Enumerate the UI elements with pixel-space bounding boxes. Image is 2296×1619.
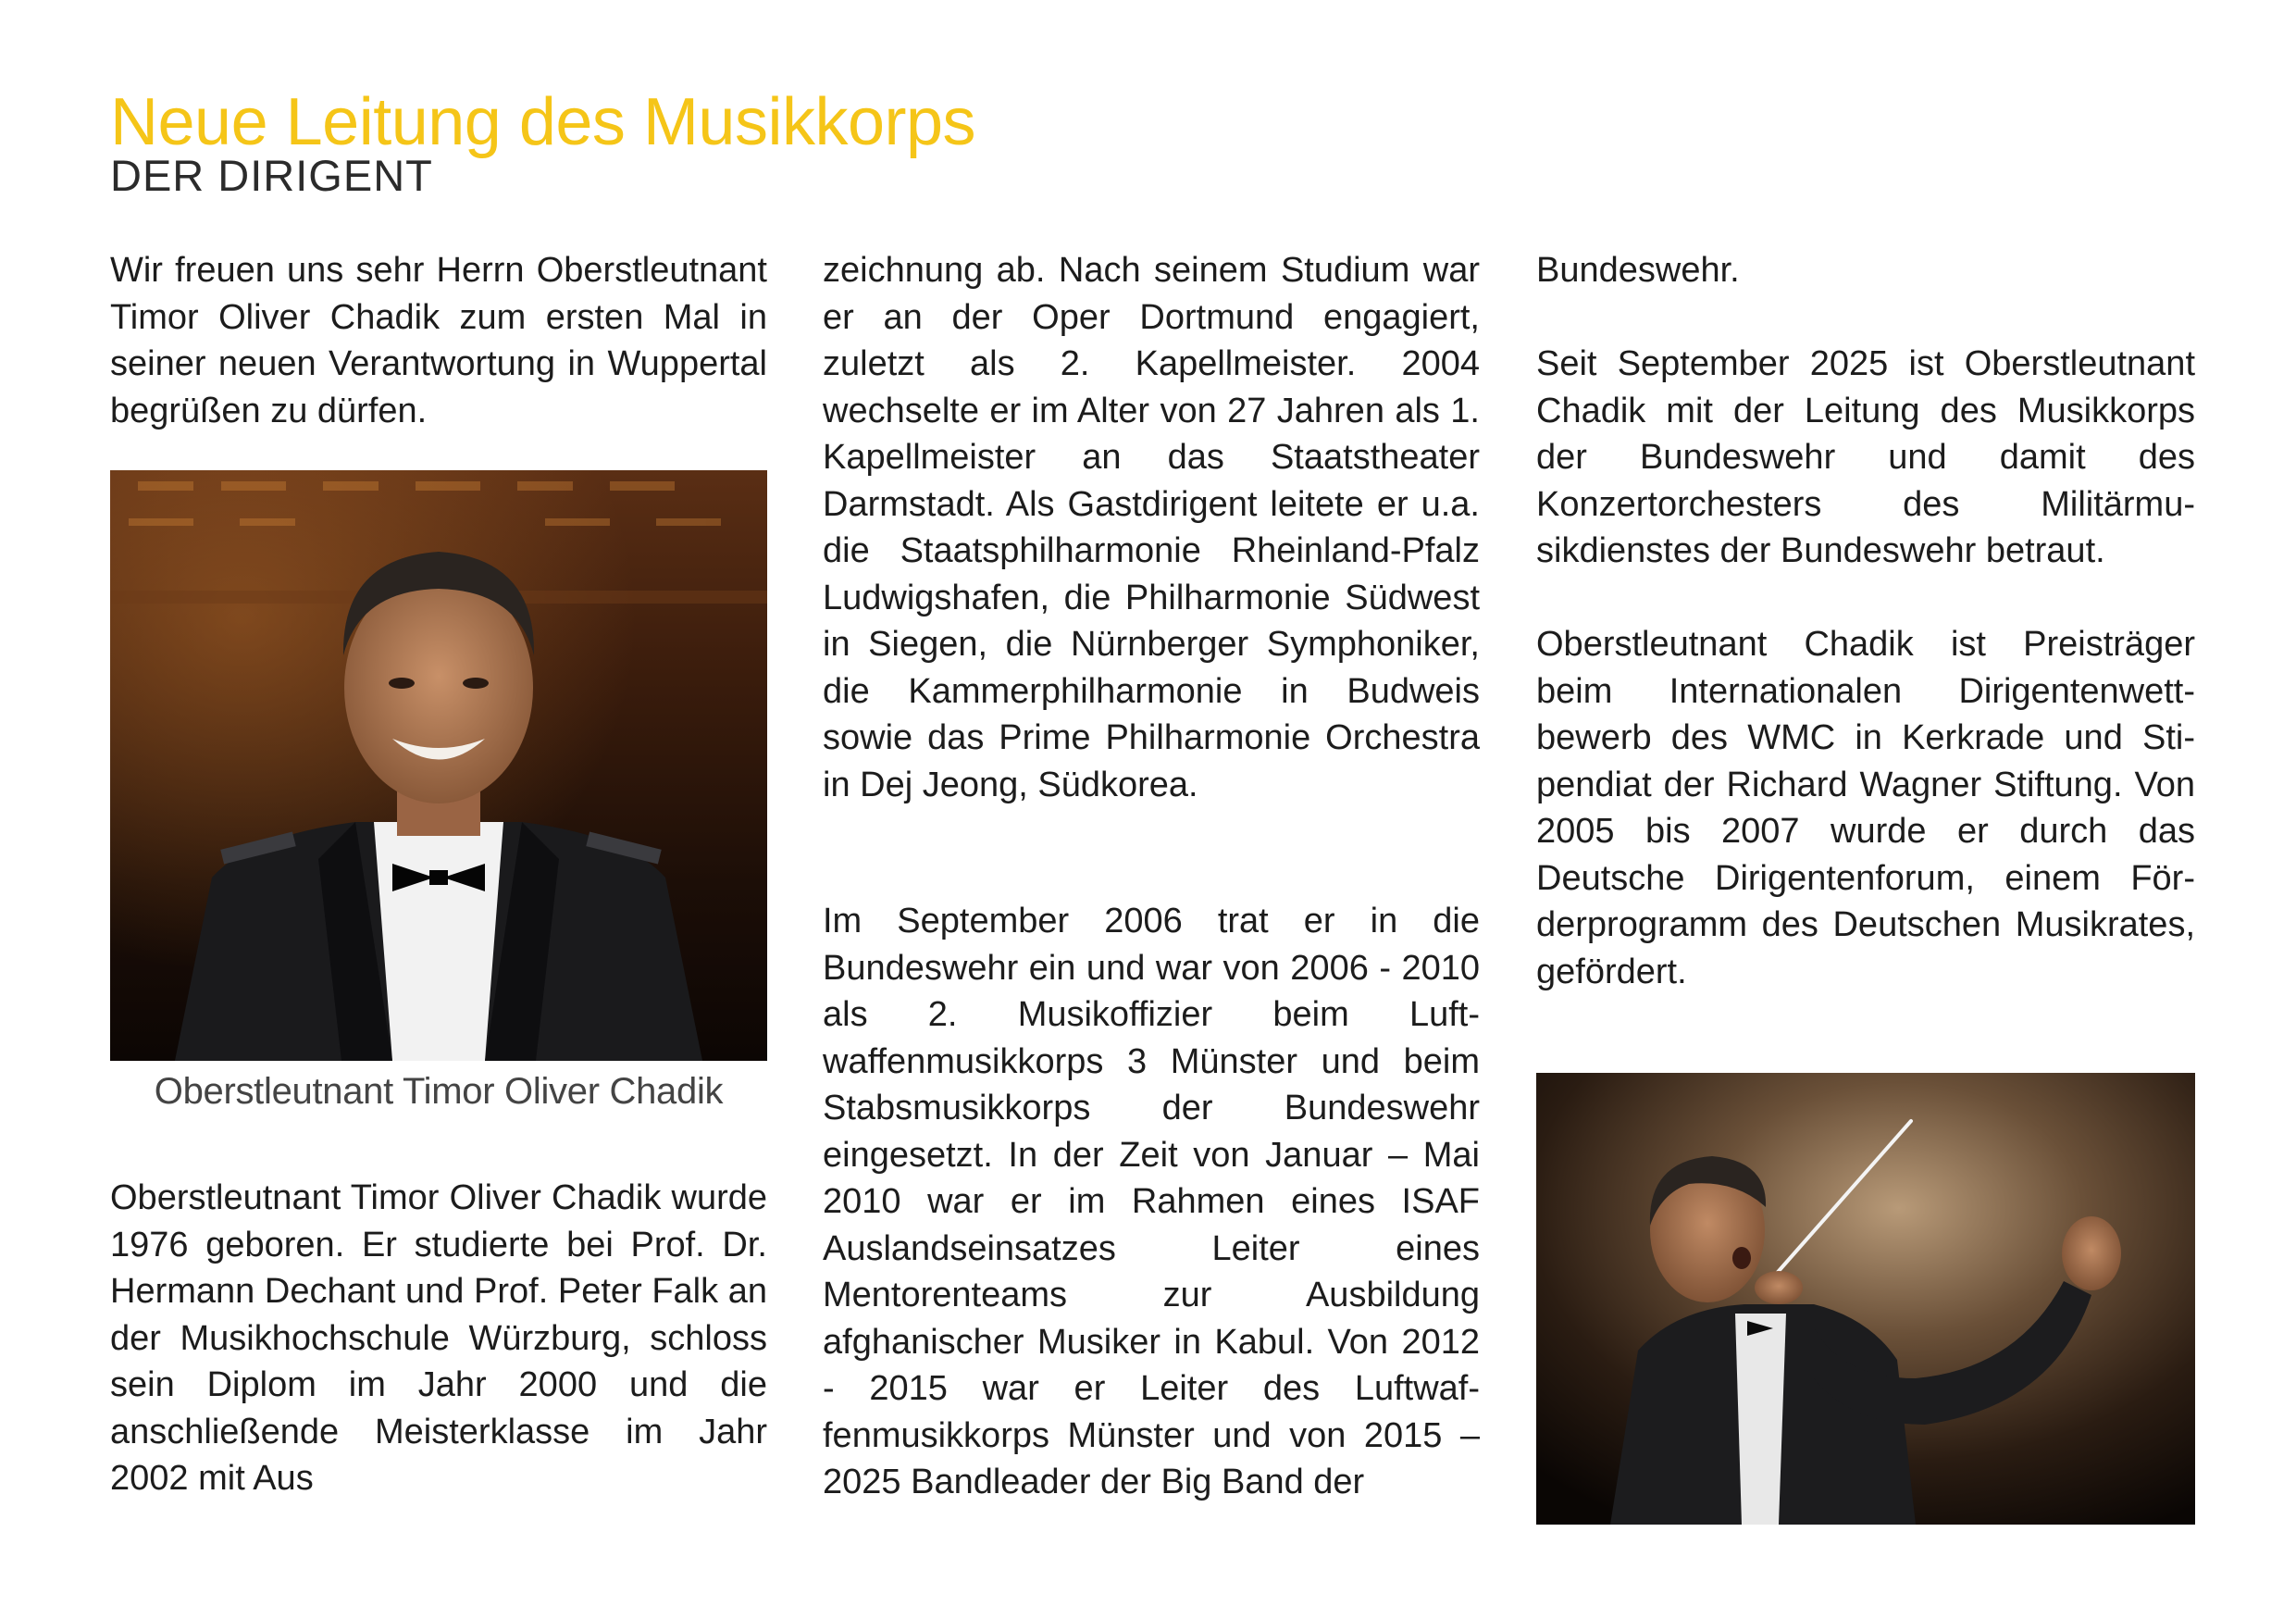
portrait-photo: [110, 470, 767, 1061]
portrait-illustration: [110, 470, 767, 1061]
conducting-illustration: [1536, 1073, 2195, 1525]
appointment-paragraph: Seit September 2025 ist Oberstleutnant Chadik mit der Leitung des Musikkorps der Bundeswehr und damit des Konzertorchesters des Militärmusikdienstes der Bundeswehr betraut.: [1536, 344, 2195, 570]
career-paragraph: zeichnung ab. Nach seinem Studium war er an der Oper Dortmund engagiert, zuletzt als 2. Kapellmeister. 2004 wechselte er im Alter von 27 Jahren als 1. Kapellmeister an das Staatstheater Darmstadt. Als Gastdirigent leitete er u.a. die Staatsphilharmonie Rheinland-Pfalz Ludwigshafen, die Philharmonie Südwest in Siegen, die Nürnberger Symphoniker, die Kammerphilharmonie in Budweis sowie das Prime Philharmonie Orchestra in Dej Jeong, Südkorea.: [823, 251, 1480, 804]
awards-paragraph: Oberstleutnant Chadik ist Preisträger beim Internationalen Dirigentenwettbewerb des WMC in Kerkrade und Stipendiat der Richard Wagner Stiftung. Von 2005 bis 2007 wurde er durch das Deutsche Dirigentenforum, einem Förderprogramm des Deutschen Musikrates, gefördert.: [1536, 625, 2195, 991]
continuation-line: Bundeswehr.: [1536, 251, 1740, 290]
intro-paragraph: Wir freuen uns sehr Herrn Oberstleutnant Timor Oliver Chadik zum ersten Mal in seiner neuen Verantwortung in Wuppertal begrüßen zu dürfen.: [110, 251, 767, 430]
portrait-caption: Oberstleutnant Timor Oliver Chadik: [154, 1071, 724, 1112]
bundeswehr-paragraph: Im September 2006 trat er in die Bundeswehr ein und war von 2006 - 2010 als 2. Musikoffizier beim Luftwaffenmusikkorps 3 Münster und beim Stabsmusikkorps der Bundeswehr eingesetzt. In der Zeit von Januar – Mai 2010 war er im Rahmen eines ISAF Auslandseinsatzes Leiter eines Mentorenteams zur Ausbildung afghanischer Musiker in Kabul. Von 2012 - 2015 war er Leiter des Luftwaffenmusikkorps Münster und von 2015 – 2025 Bandleader der Big Band der: [823, 902, 1480, 1501]
conducting-photo: [1536, 1073, 2195, 1525]
page-subtitle: DER DIRIGENT: [110, 151, 433, 200]
page-title: Neue Leitung des Musikkorps: [110, 85, 976, 159]
biography-paragraph: Oberstleutnant Timor Oliver Chadik wurde 1976 geboren. Er studierte bei Prof. Dr. Hermann Dechant und Prof. Peter Falk an der Musikhochschule Würzburg, schloss sein Diplom im Jahr 2000 und die anschließende Meisterklasse im Jahr 2002 mit Aus: [110, 1178, 767, 1498]
